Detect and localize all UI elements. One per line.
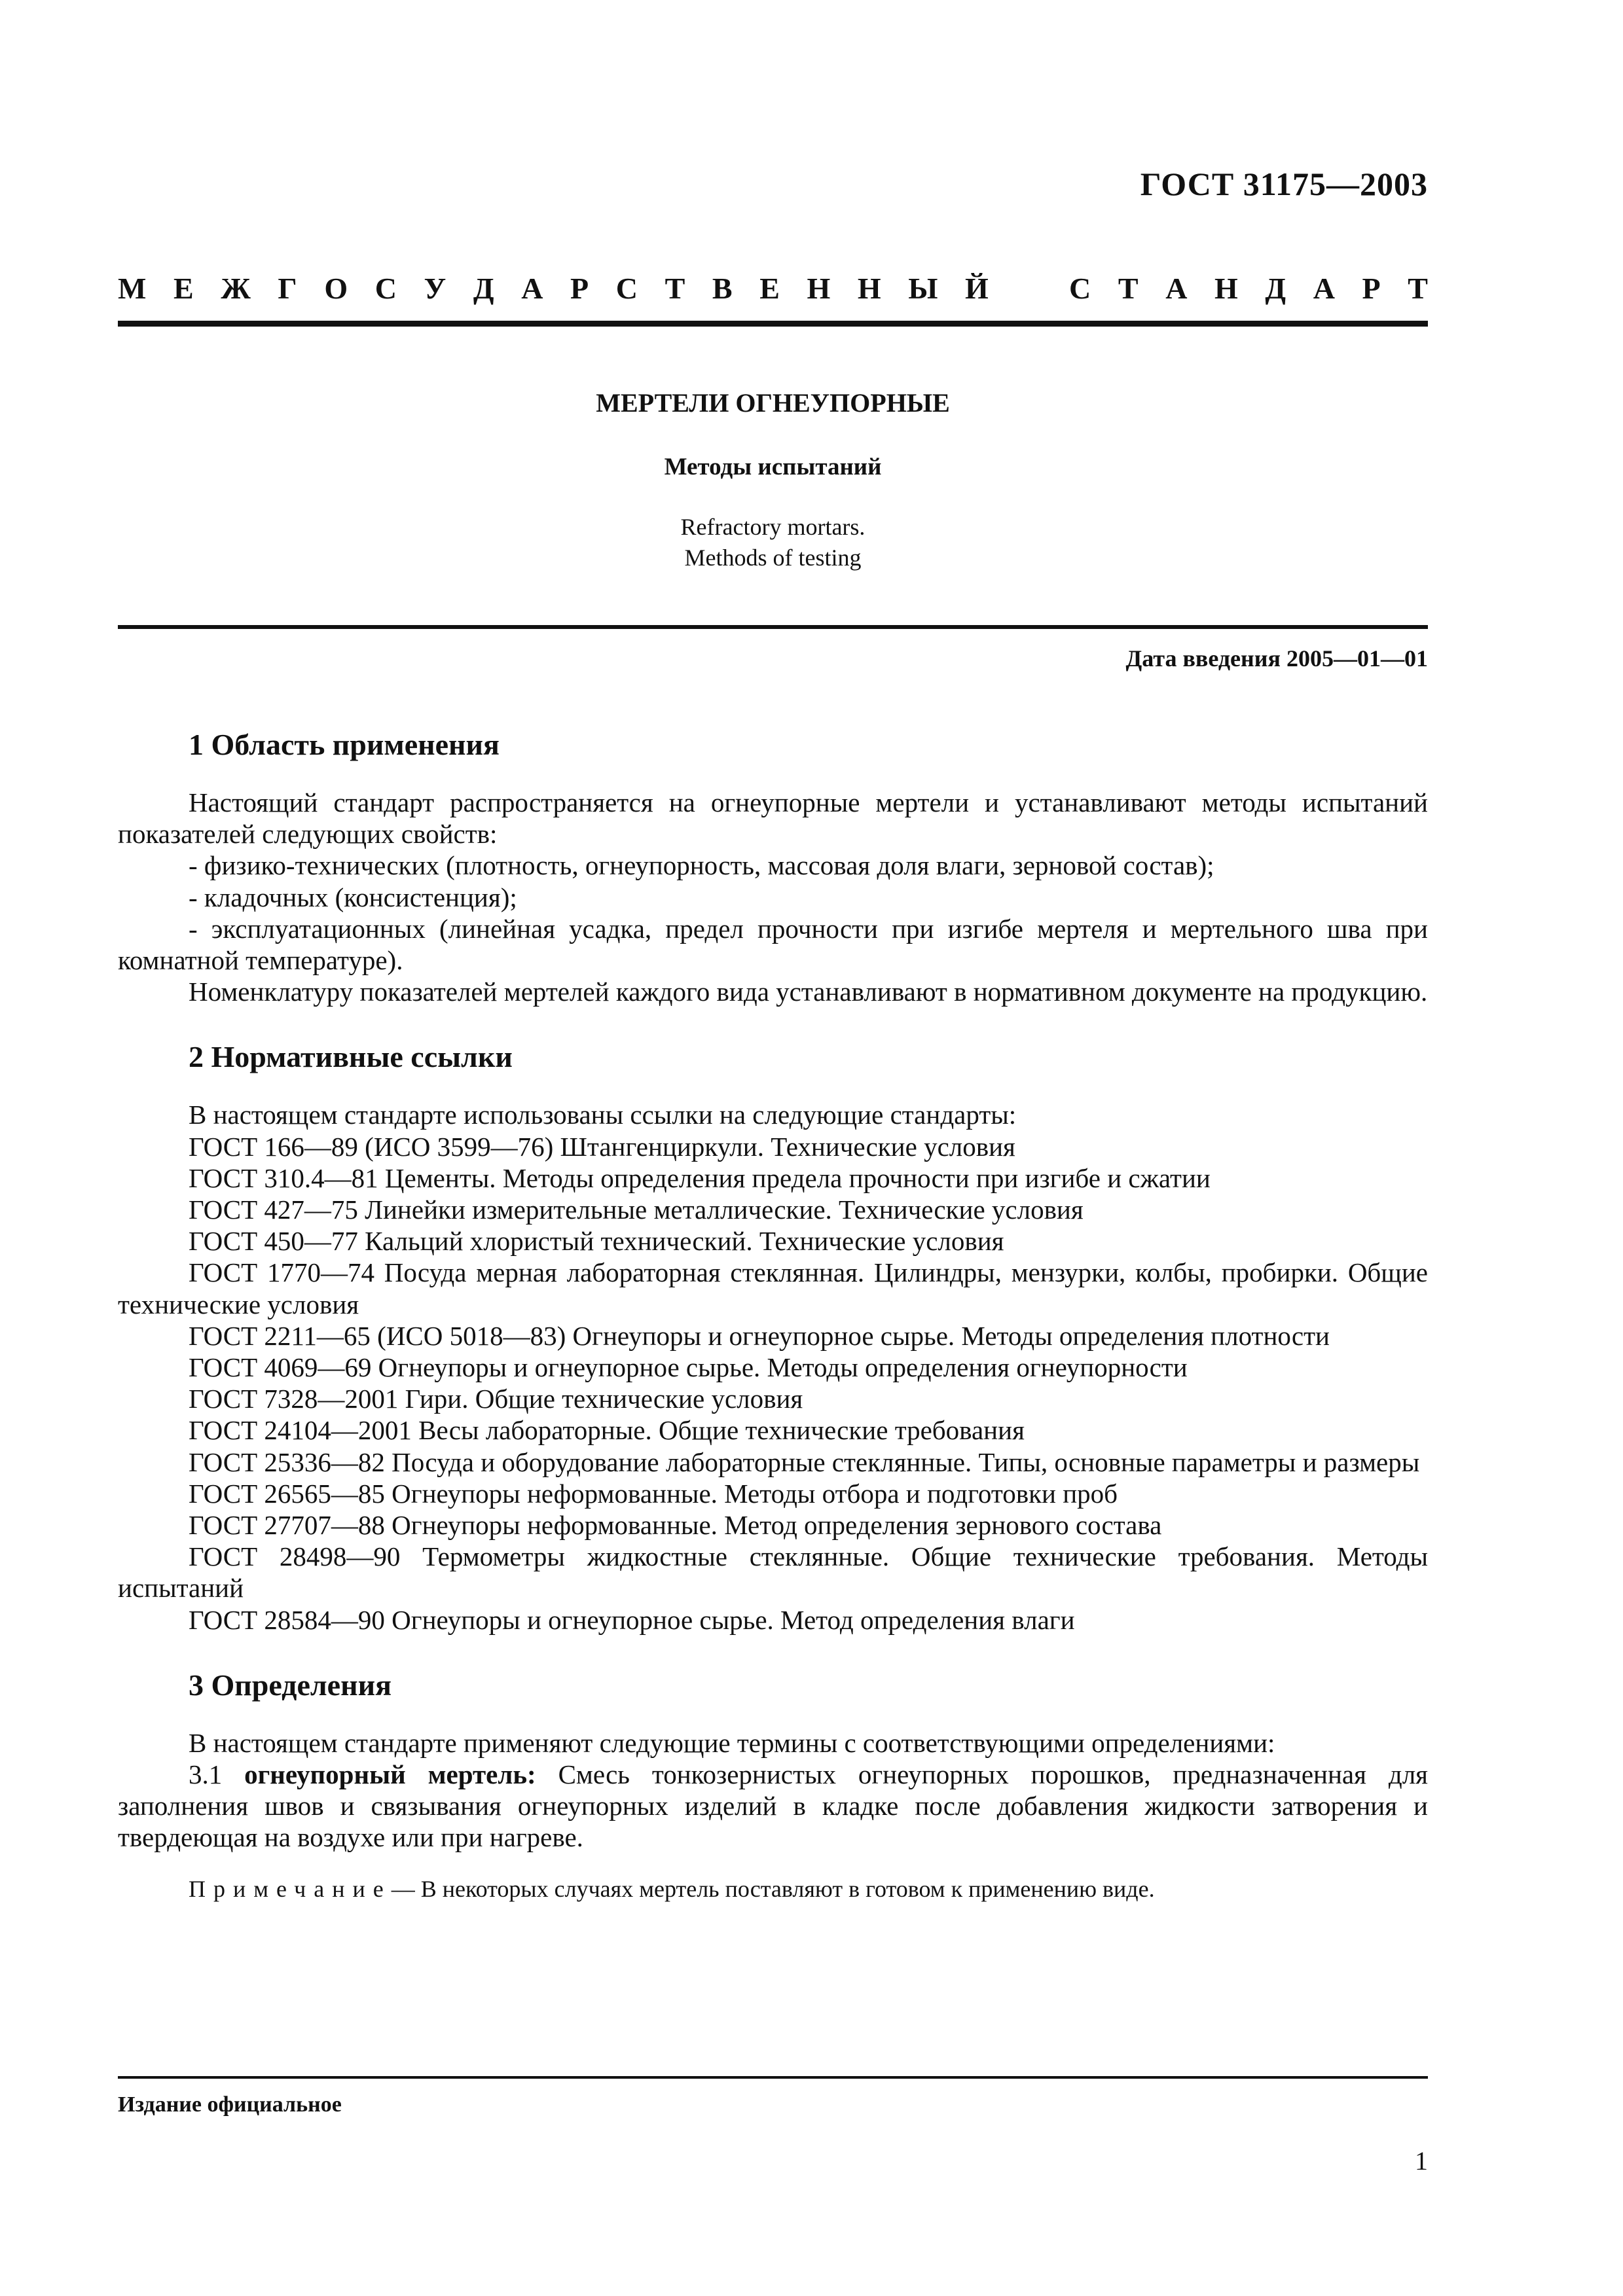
section-3-heading: 3 Определения xyxy=(189,1668,392,1702)
section-1-paragraph: - эксплуатационных (линейная усадка, предел прочности при изгибе мертеля и мертельного шва при комнатной температуре). xyxy=(118,913,1428,976)
banner-letter: С xyxy=(615,272,638,305)
reference-item: ГОСТ 24104—2001 Весы лабораторные. Общие технические требования xyxy=(189,1415,1025,1446)
banner-letter: Д xyxy=(473,272,494,305)
english-title-line-1: Refractory mortars. xyxy=(680,514,866,540)
note xyxy=(118,1873,1428,1905)
banner-letter: Е xyxy=(759,272,780,305)
reference-item: ГОСТ 26565—85 Огнеупоры неформованные. Методы отбора и подготовки проб xyxy=(189,1478,1118,1509)
reference-item: ГОСТ 166—89 (ИСО 3599—76) Штангенциркули. Технические условия xyxy=(189,1131,1015,1162)
banner-letter: Н xyxy=(807,272,831,305)
reference-item: ГОСТ 27707—88 Огнеупоры неформованные. Метод определения зернового состава xyxy=(189,1510,1162,1541)
reference-list xyxy=(118,1131,1428,1636)
definition-term: огнеупорный мертель: xyxy=(244,1759,536,1790)
standard-type-banner xyxy=(118,274,1428,304)
banner-letter: Д xyxy=(1265,272,1286,305)
banner-letter: Ы xyxy=(908,272,938,305)
banner-letter: Й xyxy=(965,272,989,305)
banner-letter: М xyxy=(118,272,147,305)
banner-letter: С xyxy=(374,272,397,305)
banner-letter: Р xyxy=(1362,272,1381,305)
document-subtitle: Методы испытаний xyxy=(664,454,882,480)
banner-letter: А xyxy=(1313,272,1335,305)
banner-letter: А xyxy=(521,272,543,305)
section-1-paragraph: Настоящий стандарт распространяется на огнеупорные мертели и устанавливают методы испытаний показателей следующих свойств: xyxy=(118,787,1428,850)
reference-item: ГОСТ 450—77 Кальций хлористый технический. Технические условия xyxy=(189,1226,1004,1257)
note-label: Примечание xyxy=(189,1875,392,1902)
banner-letter: Г xyxy=(278,272,297,305)
banner-letter: В xyxy=(712,272,733,305)
banner-letter: Е xyxy=(173,272,194,305)
definition-number: 3.1 xyxy=(189,1759,223,1790)
banner-letter xyxy=(1015,274,1042,304)
definition-text: Смесь тонкозернистых огнеупорных порошков, предназначенная для заполнения швов и связывания огнеупорных изделий в кладке после добавления жидкости затворения и твердеющая на воздухе или при нагреве. xyxy=(118,1759,1429,1853)
english-title xyxy=(118,512,1428,573)
reference-item: ГОСТ 28498—90 Термометры жидкостные стеклянные. Общие технические требования. Методы испытаний xyxy=(118,1541,1428,1604)
introduction-date: Дата введения 2005—01—01 xyxy=(1125,645,1428,672)
document-number: ГОСТ 31175—2003 xyxy=(1140,166,1428,202)
banner-letter: С xyxy=(1069,272,1091,305)
section-1-paragraph: Номенклатуру показателей мертелей каждого вида устанавливают в нормативном документе на продукцию. xyxy=(189,977,1428,1007)
reference-item: ГОСТ 1770—74 Посуда мерная лабораторная стеклянная. Цилиндры, мензурки, колбы, пробирки. Общие технические условия xyxy=(118,1257,1428,1319)
banner-letter: Т xyxy=(1118,272,1139,305)
banner-letter: Ж xyxy=(221,272,251,305)
banner-letter: Т xyxy=(665,272,685,305)
banner-letter: Р xyxy=(570,272,589,305)
banner-letter: Н xyxy=(1214,272,1238,305)
page-number: 1 xyxy=(1415,2146,1428,2176)
reference-item: ГОСТ 427—75 Линейки измерительные металлические. Технические условия xyxy=(189,1194,1084,1225)
section-2-intro: В настоящем стандарте использованы ссылки на следующие стандарты: xyxy=(189,1100,1017,1130)
section-1-paragraph: - кладочных (консистенция); xyxy=(189,882,517,912)
section-3-intro: В настоящем стандарте применяют следующие термины с соответствующими определениями: xyxy=(189,1727,1275,1758)
reference-item: ГОСТ 7328—2001 Гири. Общие технические условия xyxy=(189,1384,803,1414)
section-2-heading: 2 Нормативные ссылки xyxy=(189,1040,513,1074)
reference-item: ГОСТ 2211—65 (ИСО 5018—83) Огнеупоры и огнеупорное сырье. Методы определения плотности xyxy=(189,1320,1330,1351)
document-title: МЕРТЕЛИ ОГНЕУПОРНЫЕ xyxy=(596,388,950,418)
english-title-line-2: Methods of testing xyxy=(684,545,862,571)
title-rule xyxy=(118,625,1428,629)
reference-item: ГОСТ 4069—69 Огнеупоры и огнеупорное сырье. Методы определения огнеупорности xyxy=(189,1352,1188,1383)
reference-item: ГОСТ 310.4—81 Цементы. Методы определения предела прочности при изгибе и сжатии xyxy=(189,1162,1211,1193)
banner-letter: А xyxy=(1165,272,1188,305)
banner-letter: О xyxy=(324,272,348,305)
banner-rule xyxy=(118,321,1428,327)
banner-letter: Т xyxy=(1408,272,1428,305)
reference-item: ГОСТ 28584—90 Огнеупоры и огнеупорное сырье. Метод определения влаги xyxy=(189,1604,1075,1635)
document-body xyxy=(118,728,1428,1905)
footer-rule xyxy=(118,2076,1428,2079)
note-text: — В некоторых случаях мертель поставляют в готовом к применению виде. xyxy=(391,1875,1155,1902)
banner-letter: Н xyxy=(857,272,881,305)
section-1-paragraph: - физико-технических (плотность, огнеупорность, массовая доля влаги, зерновой состав); xyxy=(189,850,1214,881)
section-1-heading: 1 Область применения xyxy=(189,728,500,761)
definition-3-1 xyxy=(118,1759,1428,1854)
edition-label: Издание официальное xyxy=(118,2092,342,2117)
banner-letter: У xyxy=(424,272,447,305)
reference-item: ГОСТ 25336—82 Посуда и оборудование лабораторные стеклянные. Типы, основные параметры и размеры xyxy=(189,1446,1420,1477)
